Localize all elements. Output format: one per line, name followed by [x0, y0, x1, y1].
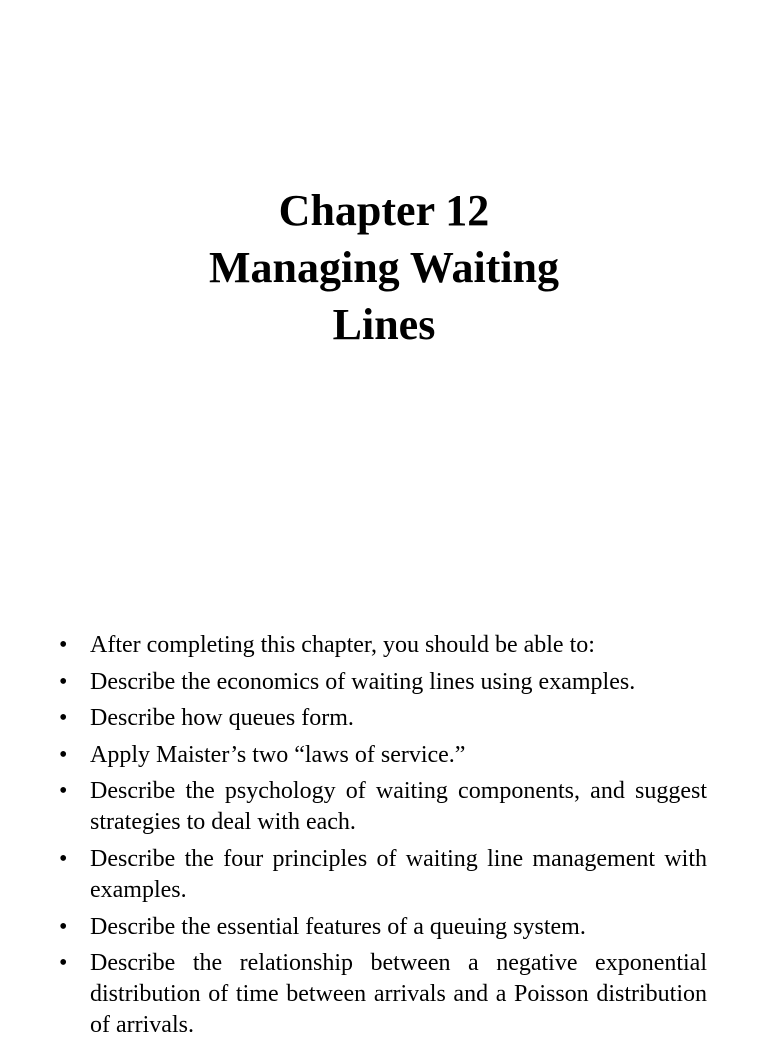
- list-item: [55, 776, 707, 838]
- list-item-text: Describe the four principles of waiting line management with examples.: [90, 845, 707, 903]
- bullet-icon: •: [59, 950, 68, 977]
- list-item: [55, 703, 707, 734]
- bullet-icon: •: [59, 778, 68, 805]
- list-item: [55, 844, 707, 906]
- list-item: [55, 912, 707, 943]
- title-line: Managing Waiting: [208, 243, 560, 292]
- list-item-text: Apply Maister’s two “laws of service.”: [90, 741, 466, 768]
- objectives-list: [55, 630, 707, 1047]
- bullet-icon: •: [59, 705, 68, 732]
- bullet-icon: •: [59, 632, 68, 658]
- list-item-text: Describe the relationship between a negative exponential distribution of time between arrivals and a Poisson distribution of arrivals.: [90, 950, 707, 1039]
- list-item: [55, 667, 707, 698]
- list-item: [55, 630, 707, 661]
- list-item: [55, 948, 707, 1041]
- bullet-icon: •: [59, 668, 68, 695]
- list-item-text: After completing this chapter, you should be able to:: [90, 632, 595, 658]
- title-line: Chapter 12: [278, 186, 490, 235]
- page-title: [0, 182, 768, 353]
- list-item: [55, 740, 707, 771]
- title-line: Lines: [332, 300, 436, 349]
- bullet-icon: •: [59, 845, 68, 872]
- list-item-text: Describe how queues form.: [90, 705, 354, 732]
- list-item-text: Describe the essential features of a queuing system.: [90, 913, 586, 940]
- bullet-icon: •: [59, 741, 68, 768]
- list-item-text: Describe the economics of waiting lines using examples.: [90, 668, 636, 695]
- list-item-text: Describe the psychology of waiting components, and suggest strategies to deal with each.: [90, 778, 707, 836]
- bullet-icon: •: [59, 913, 68, 940]
